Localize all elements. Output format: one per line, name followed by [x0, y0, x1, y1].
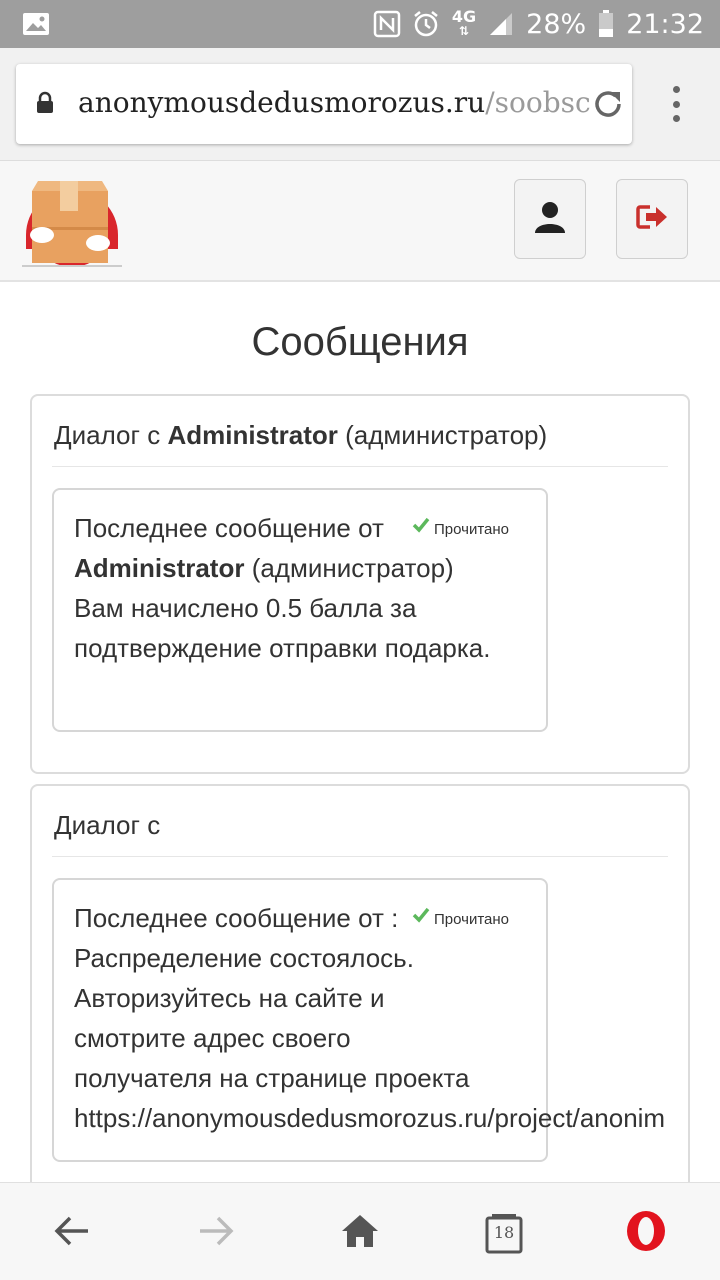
- user-icon: [535, 201, 565, 237]
- back-button[interactable]: [52, 1213, 92, 1253]
- reload-icon[interactable]: [590, 86, 626, 122]
- opera-menu-button[interactable]: [626, 1213, 666, 1253]
- battery-percent: 28%: [526, 8, 587, 40]
- site-header: [0, 160, 720, 282]
- tabs-count: 18: [493, 1223, 515, 1242]
- message-line: смотрите адрес своего: [74, 1023, 351, 1053]
- forward-button[interactable]: [196, 1213, 236, 1253]
- logout-button[interactable]: [616, 179, 688, 259]
- address-bar[interactable]: [16, 64, 632, 144]
- network-type-icon: 4G ⇅: [451, 7, 477, 38]
- dialog-user-role: (администратор): [337, 420, 548, 450]
- message-line: Распределение состоялось.: [74, 943, 414, 973]
- home-icon: [340, 1213, 380, 1253]
- profile-button[interactable]: [514, 179, 586, 259]
- network-type-label: 4G: [451, 7, 477, 26]
- alarm-icon: [412, 10, 440, 38]
- message-prefix: Последнее сообщение от: [74, 513, 384, 543]
- arrow-left-icon: [54, 1215, 90, 1251]
- read-status-label: Прочитано: [434, 521, 509, 538]
- opera-logo-icon: [625, 1210, 667, 1256]
- site-logo[interactable]: [22, 177, 122, 269]
- message-line: получателя на странице проекта: [74, 1063, 470, 1093]
- signal-icon: [488, 11, 514, 37]
- browser-bottom-nav: [0, 1182, 720, 1280]
- browser-toolbar: [0, 48, 720, 160]
- gallery-notification-icon: [22, 12, 50, 36]
- status-bar: [0, 0, 720, 48]
- clock: 21:32: [626, 8, 704, 40]
- dialog-title: [54, 810, 160, 841]
- message-prefix: Последнее сообщение от :: [74, 903, 399, 933]
- battery-icon: [598, 10, 614, 38]
- dialog-card[interactable]: [30, 784, 690, 1204]
- read-status-label: Прочитано: [434, 911, 509, 928]
- page-title-text: Сообщения: [251, 320, 469, 364]
- dialog-title-prefix: Диалог с: [54, 810, 161, 840]
- last-message[interactable]: [52, 488, 548, 732]
- message-text: Вам начислено 0.5 балла за подтверждение отправки подарка.: [74, 593, 491, 663]
- dialog-card[interactable]: [30, 394, 690, 774]
- logout-icon: [636, 204, 668, 234]
- arrow-right-icon: [198, 1215, 234, 1251]
- more-options-icon[interactable]: [664, 86, 688, 122]
- lock-icon: [36, 92, 54, 114]
- url-path: /soobsc: [485, 86, 591, 119]
- read-status-badge: [412, 900, 509, 940]
- dialog-title-prefix: Диалог с: [54, 420, 168, 450]
- nfc-icon: [374, 11, 400, 37]
- message-sender: Administrator: [74, 553, 245, 583]
- divider: [52, 856, 668, 857]
- message-link[interactable]: https://anonymousdedusmorozus.ru/project/anonim: [74, 1103, 666, 1133]
- tabs-icon: [484, 1213, 524, 1253]
- check-icon: [412, 510, 430, 550]
- dialog-user-name: Administrator: [167, 420, 338, 450]
- check-icon: [412, 900, 430, 940]
- message-sender-role: (администратор): [244, 553, 454, 583]
- tabs-button[interactable]: [484, 1213, 524, 1253]
- last-message[interactable]: [52, 878, 666, 1162]
- divider: [52, 466, 668, 467]
- dialog-title: [54, 420, 547, 451]
- read-status-badge: [412, 510, 509, 550]
- url-domain: anonymousdedusmorozus.ru: [78, 86, 486, 119]
- page-title: [0, 320, 720, 365]
- url-text[interactable]: [78, 86, 591, 119]
- message-line: Авторизуйтесь на сайте и: [74, 983, 385, 1013]
- home-button[interactable]: [340, 1213, 380, 1253]
